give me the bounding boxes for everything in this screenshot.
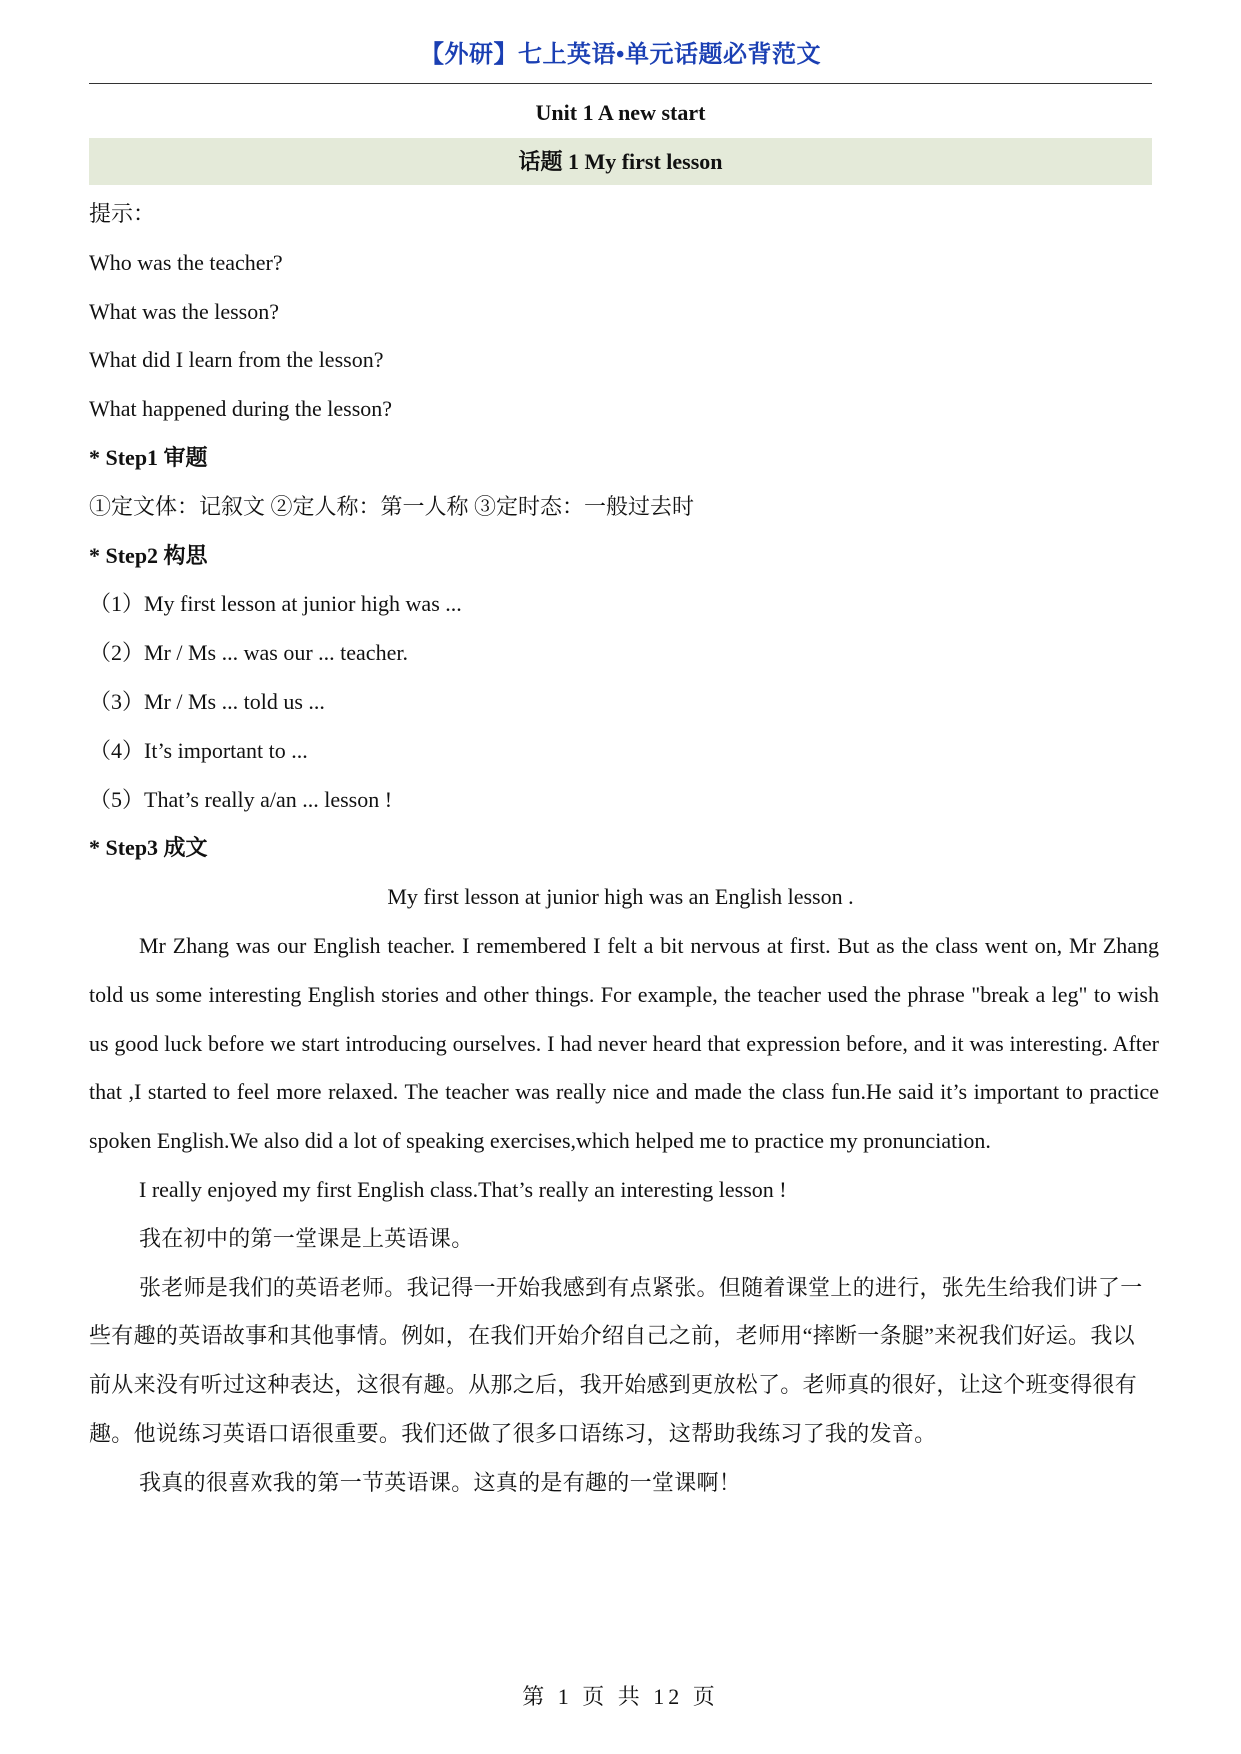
- step1-heading: * Step1 审题: [89, 444, 208, 470]
- hints-label: 提示：: [89, 201, 156, 226]
- essay-paragraph-chinese: 我在初中的第一堂课是上英语课。: [139, 1225, 474, 1251]
- step2-item: （1）My first lesson at junior high was ...: [89, 591, 462, 617]
- topic-title-bar: [89, 138, 1152, 185]
- essay-paragraph-chinese: 张老师是我们的英语老师。我记得一开始我感到有点紧张。但随着课堂上的进行，张先生给我们讲了一些有趣的英语故事和其他事情。例如，在我们开始介绍自己之前，老师用“摔断一条腿”来祝我们好运。我以前从来没有听过这种表达，这很有趣。从那之后，我开始感到更放松了。老师真的很好，让这个班变得很有趣。他说练习英语口语很重要。我们还做了很多口语练习，这帮助我练习了我的发音。: [89, 1274, 1143, 1446]
- step2-heading: * Step2 构思: [89, 542, 208, 568]
- topic-title: 话题 1 My first lesson: [518, 149, 723, 174]
- step2-item: （2）Mr / Ms ... was our ... teacher.: [89, 640, 408, 666]
- page-number-footer: 第 1 页 共 12 页: [522, 1684, 719, 1709]
- step2-item: （3）Mr / Ms ... told us ...: [89, 688, 325, 714]
- hint-question: Who was the teacher?: [89, 249, 283, 275]
- step2-item: （5）That’s really a/an ... lesson !: [89, 786, 393, 812]
- essay-paragraph-english: Mr Zhang was our English teacher. I remembered I felt a bit nervous at first. But as the class went on, Mr Zhang told us some interesting English stories and other things. For example, the teacher used the phrase "break a leg" to wish us good luck before we start introducing ourselves. I had never heard that expression before, and it was interesting. After that ,I started to feel more relaxed. The teacher was really nice and made the class fun.He said it’s important to practice spoken English.We also did a lot of speaking exercises,which helped me to practice my pronunciation.: [89, 932, 1159, 1154]
- header-divider: [89, 83, 1152, 84]
- document-page: [89, 0, 1159, 1754]
- document-body: [89, 190, 1159, 1508]
- essay-paragraph-english: I really enjoyed my first English class.That’s really an interesting lesson !: [139, 1176, 787, 1202]
- step3-heading: * Step3 成文: [89, 835, 208, 861]
- unit-title: Unit 1 A new start: [535, 100, 706, 125]
- hint-question: What happened during the lesson?: [89, 396, 393, 422]
- document-header-title: 【外研】七上英语•单元话题必背范文: [420, 42, 821, 68]
- essay-title: My first lesson at junior high was an English lesson .: [387, 884, 854, 910]
- hint-question: What did I learn from the lesson?: [89, 347, 384, 373]
- step2-item: （4）It’s important to ...: [89, 737, 308, 763]
- essay-paragraph-chinese: 我真的很喜欢我的第一节英语课。这真的是有趣的一堂课啊！: [139, 1469, 742, 1495]
- step1-text: ①定文体：记叙文 ②定人称：第一人称 ③定时态：一般过去时: [89, 493, 695, 519]
- hint-question: What was the lesson?: [89, 298, 279, 324]
